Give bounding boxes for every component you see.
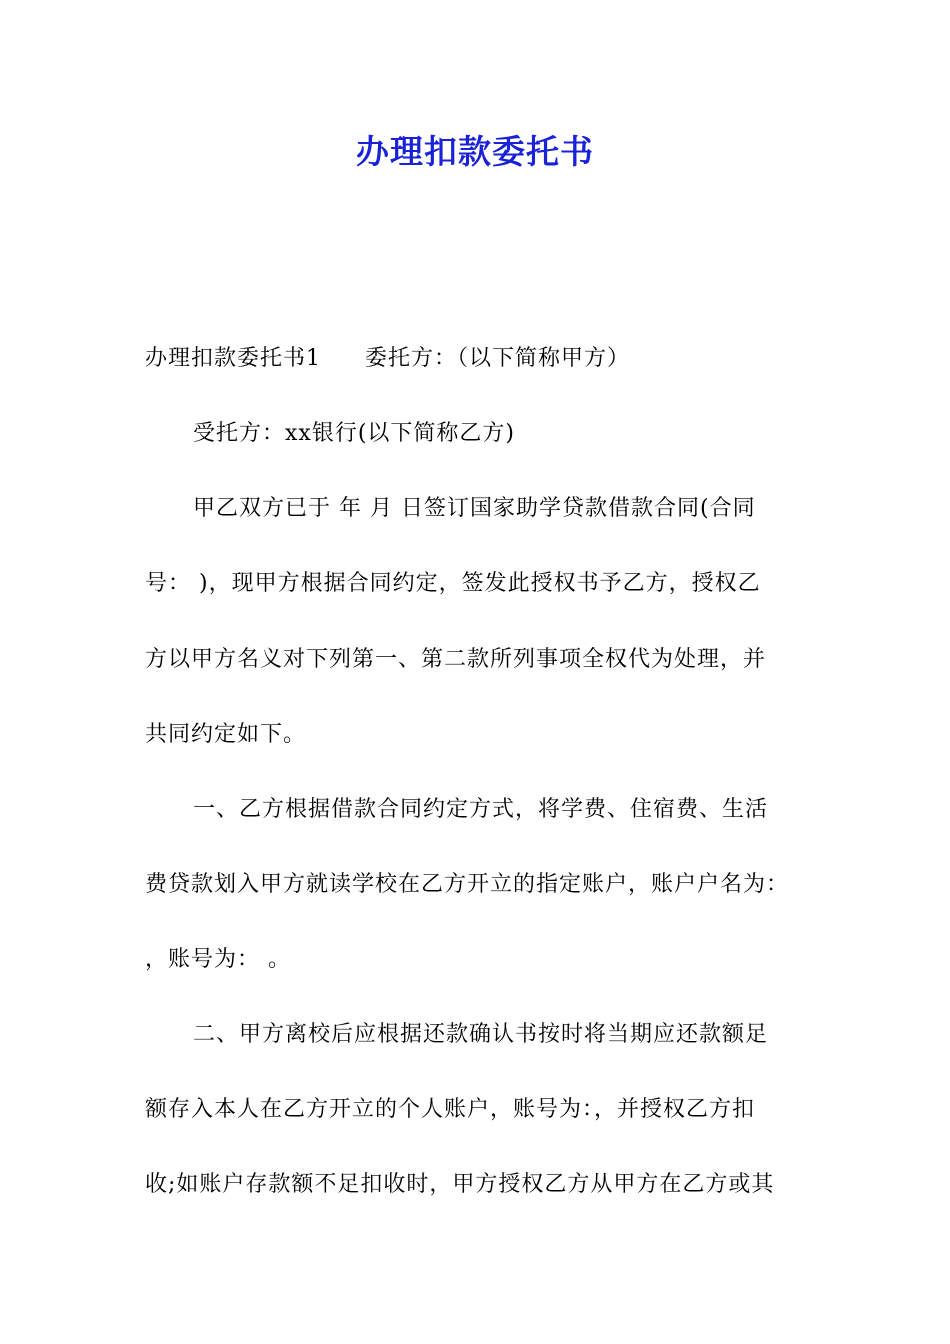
paragraph-line: 受托方：xx银行(以下简称乙方)	[193, 421, 515, 446]
paragraph-line	[145, 344, 630, 374]
paragraph-line: 共同约定如下。	[145, 722, 307, 747]
paragraph-line: 方以甲方名义对下列第一、第二款所列事项全权代为处理，并	[145, 647, 767, 672]
paragraph-line: 甲乙双方已于 年 月 日签订国家助学贷款借款合同(合同	[193, 496, 756, 521]
paragraph-line: 二、甲方离校后应根据还款确认书按时将当期应还款额足	[193, 1022, 769, 1047]
document-title: 办理扣款委托书	[356, 132, 594, 171]
paragraph-line: 额存入本人在乙方开立的个人账户，账号为：，并授权乙方扣	[145, 1097, 756, 1122]
paragraph-line: 收;如账户存款额不足扣收时，甲方授权乙方从甲方在乙方或其	[145, 1172, 775, 1197]
paragraph-line: 费贷款划入甲方就读学校在乙方开立的指定账户，账户户名为：	[145, 872, 790, 897]
paragraph-line: 号： )，现甲方根据合同约定，签发此授权书予乙方，授权乙	[145, 571, 761, 596]
principal-label: 委托方：（以下简称甲方）	[365, 346, 631, 371]
section-heading: 办理扣款委托书1	[145, 346, 321, 371]
paragraph-line: ，账号为： 。	[145, 947, 291, 972]
paragraph-line: 一、乙方根据借款合同约定方式，将学费、住宿费、生活	[193, 797, 769, 822]
